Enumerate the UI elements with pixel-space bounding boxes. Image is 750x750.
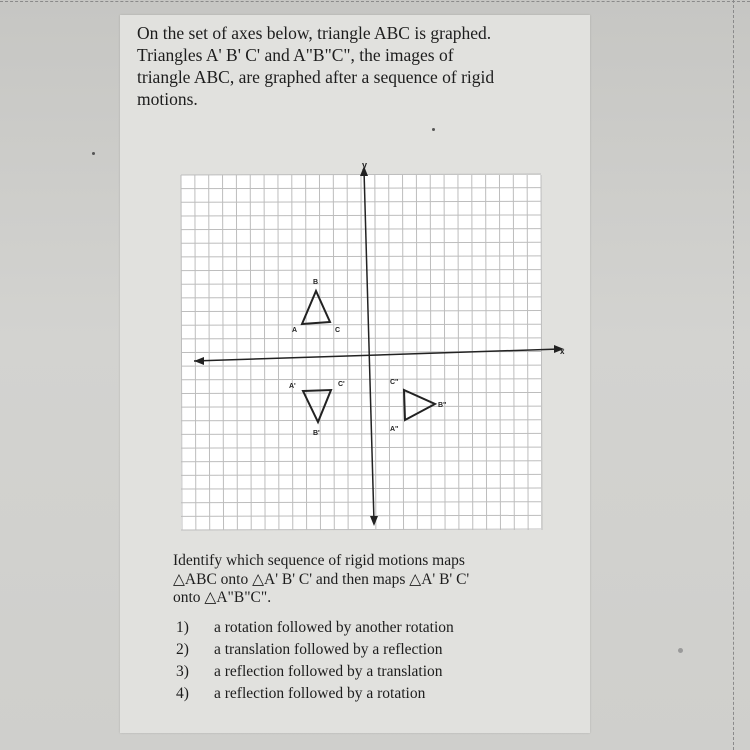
stem-line-4: motions. xyxy=(137,89,198,109)
answer-choices xyxy=(176,617,576,705)
stray-dot xyxy=(92,152,95,155)
x-axis-label: x xyxy=(560,347,565,356)
label-a-prime: A' xyxy=(289,383,296,390)
subprompt-line-1: Identify which sequence of rigid motions maps xyxy=(173,552,465,569)
label-c-double-prime: C" xyxy=(390,379,399,386)
choice-text: a translation followed by a reflection xyxy=(214,641,443,658)
choice-number: 3) xyxy=(176,663,189,680)
grid-line-vertical xyxy=(541,175,542,530)
choice-number: 4) xyxy=(176,685,189,702)
choice-number: 1) xyxy=(176,619,189,636)
stem-line-2: Triangles A' B' C' and A"B"C", the images of xyxy=(137,45,454,65)
dashed-page-border-right xyxy=(733,0,734,750)
stem-line-3: triangle ABC, are graphed after a sequence of rigid xyxy=(137,67,495,87)
stem-line-1: On the set of axes below, triangle ABC is graphed. xyxy=(137,23,492,43)
stray-dot xyxy=(678,648,683,653)
choice-text: a reflection followed by a rotation xyxy=(214,685,426,702)
choice-number: 2) xyxy=(176,641,189,658)
stray-dot xyxy=(432,128,435,131)
choice-2[interactable] xyxy=(176,639,576,661)
label-b: B xyxy=(313,279,319,286)
dashed-page-border-top xyxy=(0,1,750,2)
choice-text: a rotation followed by another rotation xyxy=(214,619,454,636)
graph-svg xyxy=(176,160,568,536)
subprompt-line-3: onto △A"B"C". xyxy=(173,589,272,606)
choice-1[interactable] xyxy=(176,617,576,639)
choice-3[interactable] xyxy=(176,661,576,683)
label-c-prime: C' xyxy=(338,381,345,388)
subprompt-line-2: △ABC onto △A' B' C' and then maps △A' B' C' xyxy=(173,570,470,588)
question-stem xyxy=(137,22,582,110)
label-c: C xyxy=(335,327,341,334)
y-axis-label: y xyxy=(362,160,368,170)
coordinate-graph xyxy=(176,160,568,536)
question-subprompt xyxy=(173,552,573,608)
label-b-prime: B' xyxy=(313,430,320,437)
label-a: A xyxy=(292,327,298,334)
choice-text: a reflection followed by a translation xyxy=(214,663,443,680)
choice-4[interactable] xyxy=(176,683,576,705)
label-b-double-prime: B" xyxy=(438,402,447,409)
label-a-double-prime: A" xyxy=(390,426,399,433)
